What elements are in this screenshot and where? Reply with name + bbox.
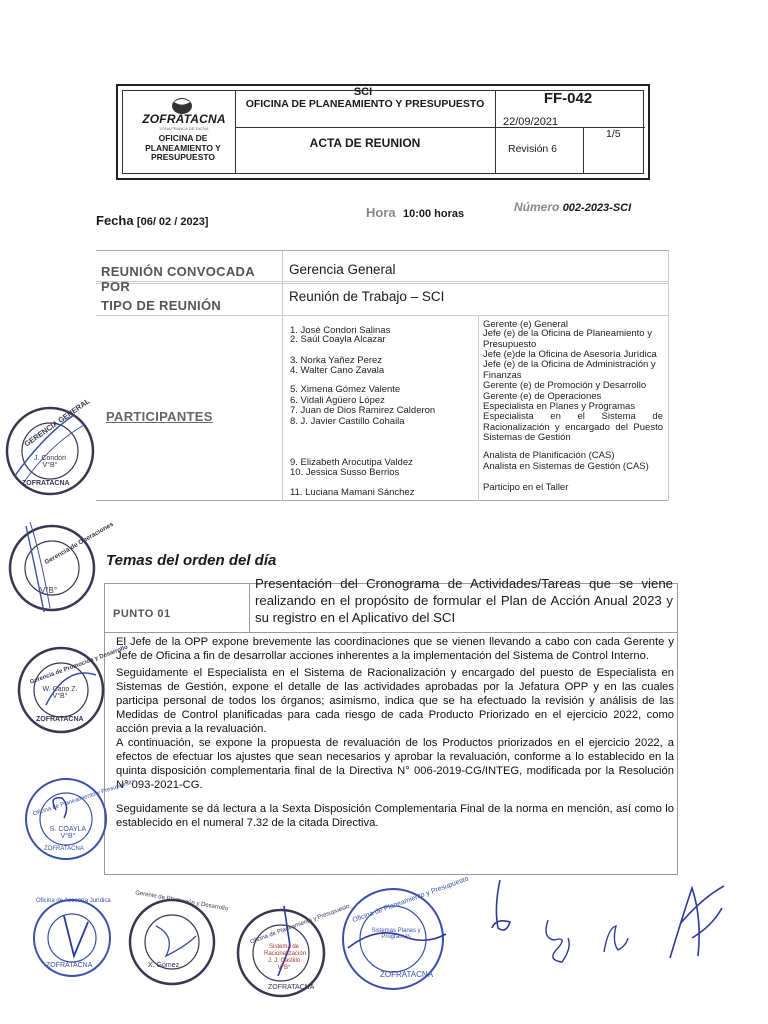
role-item: Jefe (e) de la Oficina de Planeamiento y Presupuesto bbox=[483, 328, 652, 350]
stamp-text: Gerencia de Operaciones bbox=[43, 520, 115, 567]
tipo-value: Reunión de Trabajo – SCI bbox=[289, 289, 445, 304]
hora-value: 10:00 horas bbox=[402, 208, 465, 220]
doc-page: 1/5 bbox=[606, 128, 621, 140]
participant-item: 2. Saúl Coayla Alcazar bbox=[290, 334, 386, 345]
participant-item: 4. Walter Cano Zavala bbox=[290, 365, 385, 376]
paragraph: El Jefe de la OPP expone brevemente las coordinaciones que se vienen llevando a cabo con cada Gerente y Jefe de Oficina a fin de desarrollar acciones inherentes a la implementación del Sistema de Control Interno. bbox=[116, 636, 674, 662]
stamp-bottom: ZOFRATACNA bbox=[22, 480, 70, 487]
role-item: Participo en el Taller bbox=[483, 482, 569, 493]
participant-item: 3. Norka Yañez Perez bbox=[290, 355, 383, 366]
fecha-row bbox=[96, 213, 208, 228]
participant-item: 8. J. Javier Castillo Cohaila bbox=[290, 416, 405, 427]
stamp-inner: W. Cano Z. V°B° bbox=[42, 686, 78, 700]
paragraph: Seguidamente se dá lectura a la Sexta Disposición Complementaria Final de la norma en mención, así como lo establecido en el numeral 7.32 de la citada Directiva. bbox=[116, 803, 674, 829]
punto-body bbox=[116, 635, 674, 830]
signature-3 bbox=[598, 922, 632, 956]
fecha-label: Fecha bbox=[96, 213, 134, 228]
role-item: Gerente (e) de Operaciones bbox=[483, 391, 602, 402]
participant-item: 9. Elizabeth Arocutipa Valdez bbox=[290, 457, 413, 468]
doc-title: ACTA DE REUNION bbox=[309, 136, 421, 150]
doc-revision: Revisión 6 bbox=[508, 143, 558, 155]
logo-tagline: ZONA FRANCA DE TACNA bbox=[159, 126, 209, 131]
participant-item: 7. Juan de Dios Ramirez Calderon bbox=[290, 405, 436, 416]
stamp-inner: X. Gómez bbox=[148, 962, 180, 969]
temas-title: Temas del orden del día bbox=[106, 552, 277, 569]
sci-label: SCI bbox=[353, 86, 373, 98]
signature-2 bbox=[538, 918, 578, 964]
office-title: OFICINA DE PLANEAMIENTO Y PRESUPUESTO bbox=[245, 98, 485, 110]
role-item: Analista de Planificación (CAS) bbox=[483, 450, 615, 461]
participantes-label: PARTICIPANTES bbox=[106, 409, 213, 424]
stamp-text: GERENCIA GENERAL bbox=[22, 396, 92, 449]
paragraph: A continuación, se expone la propuesta de revaluación de los Productos priorizados en el ejercicio 2022, a efectos de efectuar los ajustes que sean necesarios y aprobar la revaluación, conforme a lo establecido en la quinta disposición complementaria final de la Directiva N° 006-2019-CG/INTEG, modificada por la Resolución N° 093-2021-CG. bbox=[116, 737, 674, 791]
role-item: Analista en Sistemas de Gestión (CAS) bbox=[483, 461, 649, 472]
stamp-text: Oficina de Planeamiento y Presupuesto bbox=[249, 903, 351, 946]
signature-1 bbox=[486, 878, 516, 938]
stamp-bottom: ZOFRATACNA bbox=[46, 962, 93, 969]
stamp-inner: Sistema de Racionalización J. J. Castillo V°B° bbox=[264, 944, 307, 971]
numero-row bbox=[514, 200, 631, 214]
punto-title: Presentación del Cronograma de Actividades/Tareas que se viene realizando en el propósito de formular el Plan de Acción Anual 2023 y su registro en el Aplicativo del SCI bbox=[255, 576, 673, 625]
role-item: Jefe (e)de la Oficina de Asesoría Jurídica bbox=[483, 349, 657, 360]
stamp-text: Gerente de Promoción y Desarrollo bbox=[134, 890, 229, 913]
fecha-value: [06/ 02 / 2023] bbox=[136, 216, 209, 228]
stamp-text: Gerencia de Promoción y Desarrollo bbox=[29, 644, 129, 686]
office-left: OFICINA DE PLANEAMIENTO Y PRESUPUESTO bbox=[145, 133, 221, 162]
role-item: Gerente (e) General bbox=[483, 319, 569, 330]
participant-item: 6. Vidali Agüero López bbox=[290, 395, 385, 406]
participant-item: 1. José Condori Salinas bbox=[290, 325, 391, 336]
hora-row bbox=[366, 205, 464, 220]
stamp-bottom: ZOFRATACNA bbox=[268, 984, 315, 991]
paragraph: Seguidamente el Especialista en el Sistema de Racionalización y encargado del puesto de Especialista en Sistemas de Gestión, expone el detalle de las actividades aprobadas por la Jefatura OPP y en las cuales participa personal de todos los órganos; asimismo, indica que se ha efectuado la revisión y análisis de las Medidas de Control planificadas para cada riesgo de cada Producto Priorizado en el ejercicio 2022, como acción previa a la revaluación. bbox=[116, 667, 674, 735]
stamp-bottom: ZOFRATACNA bbox=[44, 846, 84, 852]
stamp-gerente-promocion bbox=[126, 896, 218, 988]
participant-item: 10. Jessica Susso Berrios bbox=[290, 467, 400, 478]
role-item: Jefe (e) de la Oficina de Administración y Finanzas bbox=[483, 359, 656, 381]
doc-code: FF-042 bbox=[543, 90, 593, 107]
stamp-inner: S. COAYLA V°B° bbox=[49, 826, 87, 840]
hora-label: Hora bbox=[366, 205, 396, 220]
role-item: Gerente (e) de Promoción y Desarrollo bbox=[483, 380, 647, 391]
numero-value: 002-2023-SCI bbox=[562, 202, 632, 214]
signature-4 bbox=[662, 878, 732, 964]
stamp-bottom: ZOFRATACNA bbox=[380, 970, 434, 979]
numero-label: Número bbox=[514, 200, 560, 214]
stamp-text: Oficina de Planeamiento y Presupuesto bbox=[351, 875, 470, 925]
role-item: Especialista en el Sistema de Racionalización y encargado del Puesto Sistemas de Gestión bbox=[483, 411, 663, 443]
stamp-text: Oficina de Asesoría Jurídica bbox=[36, 898, 111, 904]
stamp-bottom: ZOFRATACNA bbox=[36, 716, 84, 723]
stamp-inner: J. Condori V°B° bbox=[34, 455, 66, 469]
stamp-inner: Sistemas Planes y Programas bbox=[371, 928, 421, 940]
tipo-label: TIPO DE REUNIÓN bbox=[101, 298, 222, 313]
role-item: Especialista en Planes y Programas bbox=[483, 401, 636, 412]
punto-label: PUNTO 01 bbox=[113, 608, 171, 620]
doc-date: 22/09/2021 bbox=[503, 116, 559, 128]
convocada-value: Gerencia General bbox=[289, 262, 396, 277]
logo-text: ZOFRATACNA bbox=[142, 112, 226, 126]
participant-item: 11. Luciana Mamani Sánchez bbox=[290, 487, 415, 498]
stamp-gerencia-operaciones bbox=[4, 522, 96, 614]
stamp-inner: V°B° bbox=[40, 586, 58, 595]
convocada-label: REUNIÓN CONVOCADA POR bbox=[101, 264, 255, 294]
document-header bbox=[116, 84, 650, 180]
stamp-text: Oficina de Planeamiento y Presupuesto bbox=[32, 779, 135, 818]
participant-item: 5. Ximena Gómez Valente bbox=[290, 384, 401, 395]
